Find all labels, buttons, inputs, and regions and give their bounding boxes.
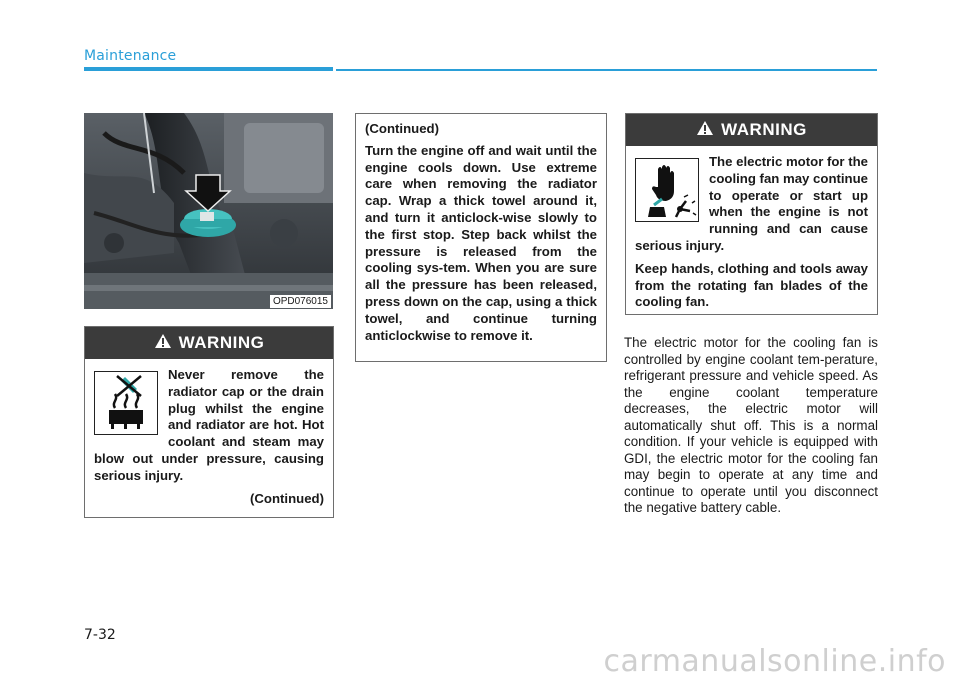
- radiator-cap-warning: [84, 326, 334, 518]
- warning-header: [85, 327, 333, 359]
- continued-note: (Continued): [250, 490, 324, 506]
- continued-text: Turn the engine off and wait until the engine cools down. Use extreme care when removing the radiator cap. Wrap a thick towel around it, and turn it anticlock-wise slowly to the first stop. Step back whilst the pressure is released from the cooling sys-tem. When you are sure all the pressure has been released, press down on the cap, using a thick towel, and continue turning anticlockwise to remove it.: [365, 142, 597, 343]
- watermark: carmanualsonline.info: [603, 644, 946, 679]
- section-rule-thin: [336, 69, 877, 71]
- warning-heading: WARNING: [178, 333, 265, 352]
- warning-heading: WARNING: [721, 120, 807, 139]
- warning-text: Never remove the radiator cap or the drain plug whilst the engine and radiator are hot. Hot coolant and steam may blow out under pressure, causing serious injury.: [94, 367, 324, 483]
- engine-bay-illustration: [84, 113, 333, 309]
- engine-bay-photo: [84, 113, 333, 309]
- warning-text: The electric motor for the cooling fan may continue to operate or start up when the engine is not running and can cause serious injury.: [635, 154, 869, 253]
- section-rule-thick: [84, 67, 333, 71]
- warning-header: [626, 114, 877, 146]
- hand-fan-warning-icon: [635, 158, 699, 222]
- warning-triangle-icon: [696, 120, 714, 141]
- figure-code: OPD076015: [270, 295, 331, 308]
- continued-heading: (Continued): [365, 121, 439, 136]
- warning-text-second: Keep hands, clothing and tools away from the rotating fan blades of the cooling fan.: [635, 260, 868, 310]
- radiator-cap-warning-continued: [355, 113, 607, 362]
- radiator-steam-no-open-icon: [94, 371, 158, 435]
- warning-triangle-icon: [154, 333, 172, 354]
- section-title: Maintenance: [84, 48, 177, 64]
- cooling-fan-warning: [625, 113, 878, 315]
- body-paragraph: The electric motor for the cooling fan is controlled by engine coolant tem-perature, refrigerant pressure and vehicle speed. As the engine coolant temperature decreases, the electric motor will automatically shut off. This is a normal condition. If your vehicle is equipped with GDI, the electric motor for the cooling fan may begin to operate at any time and continue to operate until you disconnect the negative battery cable.: [624, 335, 878, 515]
- page-number: 7-32: [84, 627, 116, 643]
